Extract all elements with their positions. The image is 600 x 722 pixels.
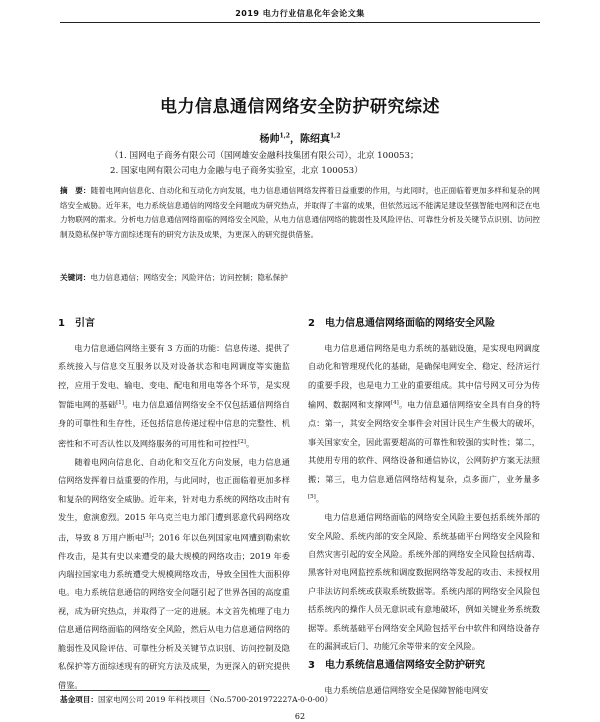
citation[interactable]: [1] [116,400,124,407]
section-heading-protection: 3 电力系统信息通信网络安全防护研究 [308,660,485,672]
keywords-label: 关键词： [60,273,91,282]
citation[interactable]: [5] [308,493,316,500]
author-affil-mark: 1,2 [279,132,290,140]
para-text: 电力信息通信网络是电力系统的基础设施，是实现电网调度自动化和管理现代化的基础，是确保电网安全、稳定、经济运行的重要手段，也是电力工业的重要组成。其中信号网又可分为传输网、数据网和支撑网 [308,343,540,410]
author-name: 杨帅 [259,134,280,145]
abstract [60,184,540,242]
affiliation-1: （1. 国网电子商务有限公司（国网雄安金融科技集团有限公司），北京 100053； [110,151,419,161]
keywords [60,272,540,284]
risks-paragraph-1 [308,339,540,508]
citation[interactable]: [3] [143,532,151,539]
abstract-text: 随着电网向信息化、自动化和互动化方向发展，电力信息通信网络发挥着日益重要的作用，与此同时，也正面临着更加多样和复杂的网络安全威胁。近年来，电力系统信息通信的网络安全问题成为研究热点，并取得了丰富的成果，但依然远远不能满足建设坚强智能电网和泛在电力物联网的需求。分析电力信息通信网络面临的网络安全风险，从电力信息通信网络的脆弱性及风险评估、可靠性分析及关键节点识别、访问控制及隐私保护等方面综述现有的研究方法及成果，为更深入的研究提供借鉴。 [60,186,540,239]
intro-paragraph-1 [58,339,290,453]
para-text: ；2016 年以色列国家电网遭到勒索软件攻击，是其有史以来遭受的最大规模的网络攻击；2019 年委内瑞拉国家电力系统遭受大规模网络攻击，导致全国性大面积停电。电力系统信息通信的网络安全问题引起了世界各国的高度重视，成为研究热点，并取得了一定的进展。本文首先梳理了电力信息通信网络面临的网络安全风险，然后从电力信息通信网络的脆弱性及风险评估、可靠性分析及关键节点识别、访问控制及隐私保护等方面综述现有的研究方法及成果，为更深入的研究提供借鉴。 [58,532,290,690]
running-header: 2019 电力行业信息化年会论文集 [60,8,540,23]
right-column [308,313,540,700]
section-heading-intro: 1 引言 [58,318,95,329]
section-heading-risks: 2 电力信息通信网络面临的网络安全风险 [308,318,495,329]
intro-paragraph-2 [58,453,290,694]
protection-paragraph-1: 电力系统信息通信网络安全是保障智能电网安 [324,685,489,696]
abstract-label: 摘 要： [60,186,91,195]
affiliation-2: 2. 国家电网有限公司电力金融与电子商务实验室，北京 100053） [110,166,363,176]
funding-label: 基金项目： [60,695,98,704]
risks-paragraph-2: 电力信息通信网络面临的网络安全风险主要包括系统外部的安全风险、系统内部的安全风险、系统基础平台网络安全风险和自然灾害引起的安全风险。系统外部的网络安全风险包括病毒、黑客针对电网监控系统和调度数据网络等发起的攻击、未授权用户非法访问系统或获取系统数据等。系统内部的网络安全风险包括系统内的操作人员无意识或有意地破坏，例如关键业务系统数据等。系统基础平台网络安全风险包括平台中软件和网络设备存在的漏洞或后门、功能冗余等带来的安全风险。 [308,512,540,651]
para-text: 随着电网向信息化、自动化和交互化方向发展，电力信息通信网络发挥着日益重要的作用，与此同时，也正面临着更加多样和复杂的网络安全威胁。近年来，针对电力系统的网络攻击时有发生，愈演愈烈。2015 年乌克兰电力部门遭到恶意代码网络攻击，导致 8 万用户断电 [58,456,290,543]
left-column [58,313,290,694]
page-number: 62 [294,712,306,721]
paper-title: 电力信息通信网络安全防护研究综述 [160,97,440,117]
para-text: 电力信息通信网络主要有 3 方面的功能：信息传递、提供了系统接入与信息交互服务以及对设备状态和电网调度等实施监控，应用于发电、输电、变电、配电和用电等各个环节，是实现智能电网的基础 [58,343,290,410]
para-text: 。电力信息通信网络安全具有自身的特点：第一，其安全网络安全事件会对国计民生产生极大的破坏，事关国家安全，因此需要超高的可靠性和较强的实时性；第二，其使用专用的软件、网络设备和通信协议，公网防护方案无法照搬；第三，电力信息通信网络结构复杂，点多面广，业务量多 [308,399,540,484]
footnote-divider [60,690,210,691]
funding-note [60,694,540,705]
author-affil-mark: 1,2 [330,132,341,140]
funding-text: 国家电网公司 2019 年科技项目（No.5700-201972227A-0-0-00） [97,695,333,704]
para-text: 。 [315,493,324,504]
author-name: 陈绍真 [300,134,330,145]
keywords-text: 电力信息通信；网络安全；风险评估；访问控制；隐私保护 [90,273,288,282]
para-text: 。 [245,438,255,449]
para-text: 。电力信息通信网络安全不仅包括通信网络自身的可靠性和生存性，还包括信息传递过程中信息的完整性、机密性和不可否认性以及网络服务的可用性和可控性 [58,399,290,449]
citation[interactable]: [2] [238,438,246,445]
citation[interactable]: [4] [391,400,399,407]
author-line: 杨帅$^{1,2}$，陈绍真$^{1,2}$ [259,132,341,145]
